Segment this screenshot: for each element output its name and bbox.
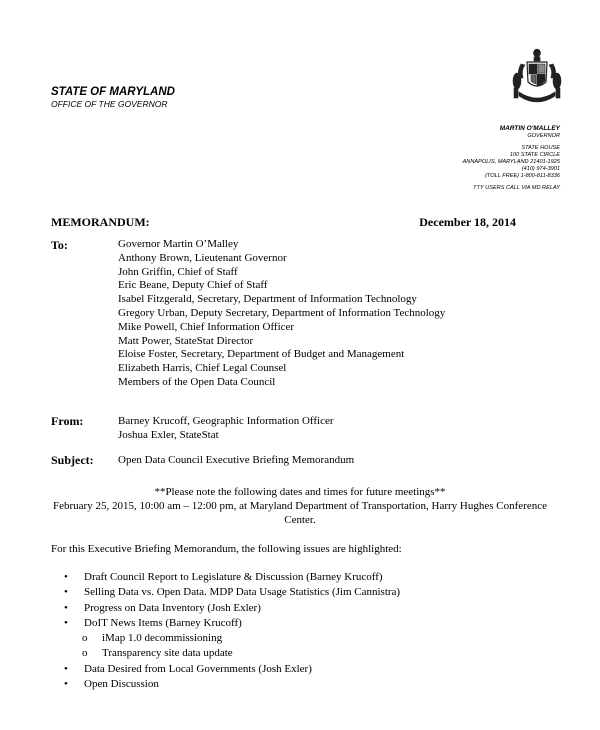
recipient-item: Members of the Open Data Council <box>118 375 276 388</box>
state-name: STATE OF MARYLAND <box>51 86 175 98</box>
list-item-text: Progress on Data Inventory (Josh Exler) <box>84 601 261 614</box>
sub-bullet-icon: o <box>82 632 88 645</box>
recipient-item: Governor Martin O’Malley <box>118 238 239 250</box>
list-item-text: DoIT News Items (Barney Krucoff) <box>84 616 242 629</box>
governor-title: GOVERNOR <box>527 133 560 139</box>
bullet-icon: • <box>64 616 68 629</box>
tty-line: TTY USERS CALL VIA MD RELAY <box>473 185 560 191</box>
list-item <box>64 677 400 692</box>
phone-line-1: (410) 974-3901 <box>521 166 560 172</box>
bullet-icon: • <box>64 571 68 583</box>
recipient-item: John Griffin, Chief of Staff <box>118 265 238 278</box>
briefing-intro: For this Executive Briefing Memorandum, the following issues are highlighted: <box>51 543 402 555</box>
address-line-2: 100 STATE CIRCLE <box>509 152 560 158</box>
sender-item: Barney Krucoff, Geographic Information Officer <box>118 415 334 427</box>
recipient-item: Gregory Urban, Deputy Secretary, Department of Information Technology <box>118 306 446 319</box>
list-item-text: Data Desired from Local Governments (Josh Exler) <box>84 662 312 675</box>
memo-date: December 18, 2014 <box>419 215 516 229</box>
list-item <box>64 601 400 616</box>
recipient-item: Matt Power, StateStat Director <box>118 334 254 347</box>
sub-list-item-text: iMap 1.0 decommissioning <box>102 632 223 645</box>
meeting-details: February 25, 2015, 10:00 am – 12:00 pm, at Maryland Department of Transportation, Harry Hughes Conference <box>53 500 547 512</box>
recipient-item: Eric Beane, Deputy Chief of Staff <box>118 279 268 292</box>
recipient-item: Elizabeth Harris, Chief Legal Counsel <box>118 362 287 375</box>
sub-list-item <box>64 631 400 646</box>
letterhead <box>51 86 175 110</box>
recipient-item: Anthony Brown, Lieutenant Governor <box>118 251 287 264</box>
recipient-item: Eloise Foster, Secretary, Department of Budget and Management <box>118 348 405 361</box>
subject-text: Open Data Council Executive Briefing Memorandum <box>118 454 355 466</box>
governor-contact-block <box>340 125 560 192</box>
bullet-icon: • <box>64 678 68 691</box>
issue-list <box>64 570 400 692</box>
memo-header-row <box>51 215 516 230</box>
meeting-location-end: Center. <box>284 514 316 526</box>
office-name: OFFICE OF THE GOVERNOR <box>51 99 168 109</box>
from-label: From: <box>51 414 84 428</box>
list-item <box>64 585 400 600</box>
list-item-text: Draft Council Report to Legislature & Discussion (Barney Krucoff) <box>84 571 383 583</box>
bullet-icon: • <box>64 586 68 599</box>
memo-heading: MEMORANDUM: <box>51 215 150 229</box>
phone-line-2: (TOLL FREE) 1-800-811-8336 <box>485 173 560 179</box>
sender-list <box>118 415 334 443</box>
bullet-icon: • <box>64 662 68 675</box>
list-item <box>64 570 400 585</box>
sender-item: Joshua Exler, StateStat <box>118 428 219 441</box>
bullet-icon: • <box>64 601 68 614</box>
address-line-3: ANNAPOLIS, MARYLAND 21401-1925 <box>462 159 560 165</box>
list-item-text: Selling Data vs. Open Data. MDP Data Usage Statistics (Jim Cannistra) <box>84 586 401 599</box>
recipient-item: Isabel Fitzgerald, Secretary, Department of Information Technology <box>118 293 417 306</box>
list-item <box>64 662 400 677</box>
recipient-list <box>118 238 445 390</box>
state-seal-icon <box>509 48 565 108</box>
address-line-1: STATE HOUSE <box>521 145 560 151</box>
sub-bullet-icon: o <box>82 647 88 660</box>
sub-list-item <box>64 646 400 661</box>
meeting-notice: **Please note the following dates and times for future meetings** <box>154 486 446 498</box>
governor-name: MARTIN O'MALLEY <box>499 125 560 132</box>
sub-list-item-text: Transparency site data update <box>102 647 233 660</box>
to-label: To: <box>51 238 68 252</box>
recipient-item: Mike Powell, Chief Information Officer <box>118 320 295 333</box>
list-item-text: Open Discussion <box>84 678 159 691</box>
subject-label: Subject: <box>51 453 94 467</box>
list-item <box>64 616 400 631</box>
